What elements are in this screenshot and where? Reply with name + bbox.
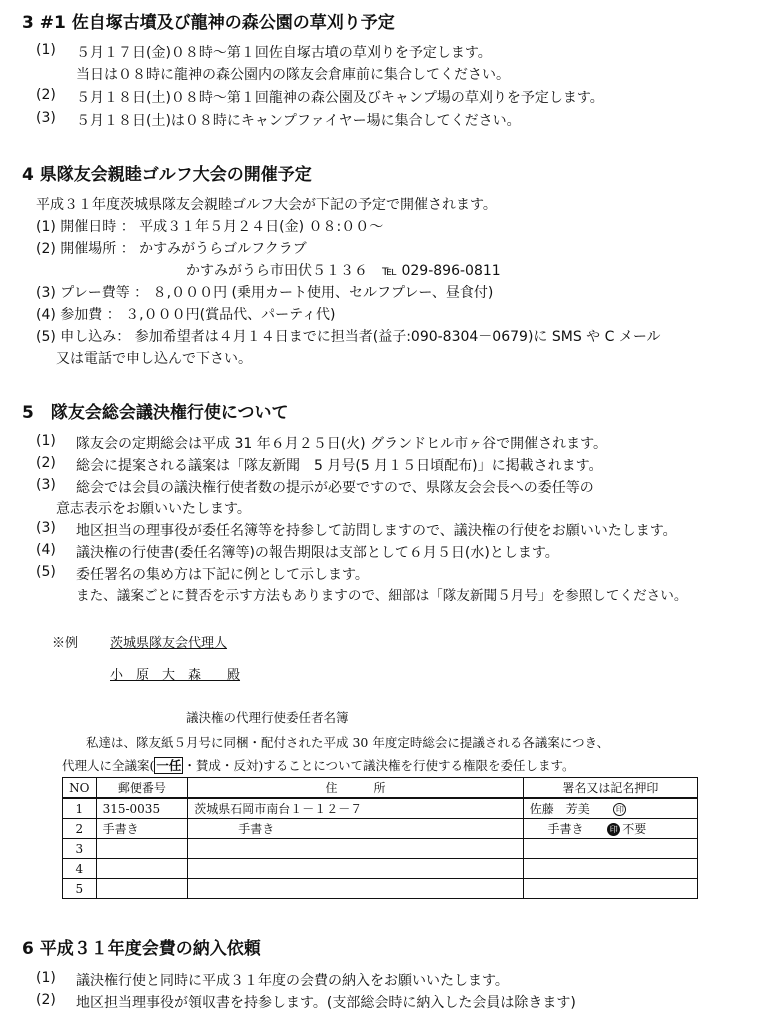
table-row xyxy=(63,819,698,839)
row-signature xyxy=(523,859,697,879)
table-row xyxy=(63,798,698,819)
s5-item4-num: (3) xyxy=(36,520,56,536)
s5-item1-text: 隊友会の定期総会は平成 31 年６月２５日(火) グランドヒル市ヶ谷で開催されます。 xyxy=(76,436,607,452)
col-zip: 郵便番号 xyxy=(96,778,188,799)
s3-item2-num: (2) xyxy=(36,87,56,103)
seal-icon: 印 xyxy=(613,803,626,816)
row-no: 1 xyxy=(63,798,97,819)
s5-item3-cont: 意志表示をお願いいたします。 xyxy=(56,501,251,517)
row-address xyxy=(188,859,523,879)
s6-item2-num: (2) xyxy=(36,992,56,1008)
s4-item5: (5) 申し込み： 参加希望者は４月１４日までに担当者(益子:090-8304－0679)に SMS や C メール xyxy=(36,329,661,345)
s4-item5-cont: 又は電話で申し込んで下さい。 xyxy=(56,351,252,367)
s3-item1-text: ５月１７日(金)０８時～第１回佐自塚古墳の草刈りを予定します。 xyxy=(76,45,492,61)
s6-item2-text: 地区担当理事役が領収書を持参します。(支部総会時に納入した会員は除きます) xyxy=(76,995,576,1011)
col-no: NO xyxy=(63,778,97,799)
s4-item2: (2) 開催場所 ： かすみがうらゴルフクラブ xyxy=(36,241,307,257)
row-no: 3 xyxy=(63,839,97,859)
s3-item3-text: ５月１８日(土)は０８時にキャンプファイヤー場に集合してください。 xyxy=(76,113,521,129)
table-row xyxy=(63,879,698,899)
row-no: 4 xyxy=(63,859,97,879)
s5-item6-num: (5) xyxy=(36,564,56,580)
row-signature xyxy=(523,819,697,839)
s3-item2-text: ５月１８日(土)０８時～第１回龍神の森公園及びキャンプ場の草刈りを予定します。 xyxy=(76,90,604,106)
row-no: 2 xyxy=(63,819,97,839)
section3-title: 3 #1 佐自塚古墳及び龍神の森公園の草刈り予定 xyxy=(22,13,395,33)
s5-item5-text: 議決権の行使書(委任名簿等)の報告期限は支部として６月５日(水)とします。 xyxy=(76,545,559,561)
form-text2 xyxy=(62,756,575,774)
s5-item6-cont: また、議案ごとに賛否を示す方法もありますので、細部は「隊友新聞５月号」を参照してください。 xyxy=(76,588,688,604)
s3-item1-cont: 当日は０８時に龍神の森公園内の隊友会倉庫前に集合してください。 xyxy=(76,67,510,83)
row-address: 茨城県石岡市南台１－１２－７ xyxy=(188,798,523,819)
signer-name: 佐藤 芳美 xyxy=(529,802,590,816)
col-signature: 署名又は記名押印 xyxy=(523,778,697,799)
s3-item3-num: (3) xyxy=(36,110,56,126)
proxy-table xyxy=(62,777,698,899)
s5-item2-num: (2) xyxy=(36,455,56,471)
proxy-table-header xyxy=(63,778,698,799)
s4-intro: 平成３１年度茨城県隊友会親睦ゴルフ大会が下記の予定で開催されます。 xyxy=(36,197,497,213)
example-label: ※例 xyxy=(52,636,79,651)
row-zip xyxy=(96,879,188,899)
s5-item5-num: (4) xyxy=(36,542,56,558)
example-name: 小 原 大 森 殿 xyxy=(110,668,241,683)
form-text2-pre: 代理人に全議案( xyxy=(62,758,155,773)
s5-item6-text: 委任署名の集め方は下記に例として示します。 xyxy=(76,567,369,583)
row-zip: 315-0035 xyxy=(96,798,188,819)
s5-item2-text: 総会に提案される議案は「隊友新聞 5 月号(5 月１５日頃配布)」に掲載されます。 xyxy=(76,458,603,474)
seal-icon: 印 xyxy=(607,823,620,836)
section6-title: 6 平成３１年度会費の納入依頼 xyxy=(22,939,261,959)
s4-item3: (3) プレー費等 ： ８,０００円 (乗用カート使用、セルフプレー、昼食付) xyxy=(36,285,494,301)
row-zip xyxy=(96,839,188,859)
s6-item1-num: (1) xyxy=(36,970,56,986)
s5-item1-num: (1) xyxy=(36,433,56,449)
table-row xyxy=(63,859,698,879)
s4-item1: (1) 開催日時 ： 平成３１年５月２４日(金) ０８:００～ xyxy=(36,219,384,235)
row-signature xyxy=(523,839,697,859)
form-text2-post: ・賛成・反対)することについて議決権を行使する権限を委任します。 xyxy=(183,758,575,773)
s5-item3-num: (3) xyxy=(36,477,56,493)
row-signature xyxy=(523,879,697,899)
delegate-all-box: 一任 xyxy=(156,758,182,773)
section4-title: 4 県隊友会親睦ゴルフ大会の開催予定 xyxy=(22,165,312,185)
col-address: 住 所 xyxy=(188,778,523,799)
section5-title: 5 隊友会総会議決権行使について xyxy=(22,403,289,423)
s6-item1-text: 議決権行使と同時に平成３１年度の会費の納入をお願いいたします。 xyxy=(76,973,509,989)
s4-item2-address: かすみがうら市田伏５１３６ ℡ 029-896-0811 xyxy=(186,263,501,279)
row-signature xyxy=(523,798,697,819)
row-zip xyxy=(96,859,188,879)
seal-note: 不要 xyxy=(622,822,647,836)
table-row xyxy=(63,839,698,859)
row-address: 手書き xyxy=(188,819,523,839)
s5-item3-text: 総会では会員の議決権行使者数の提示が必要ですので、県隊友会会長への委任等の xyxy=(76,480,594,496)
form-title: 議決権の代理行使委任者名簿 xyxy=(186,710,349,725)
s3-item1-num: (1) xyxy=(36,42,56,58)
row-address xyxy=(188,839,523,859)
s4-item4: (4) 参加費 ： ３,０００円(賞品代、パーティ代) xyxy=(36,307,336,323)
row-zip: 手書き xyxy=(96,819,188,839)
signer-name: 手書き xyxy=(547,822,584,836)
row-address xyxy=(188,879,523,899)
example-org: 茨城県隊友会代理人 xyxy=(110,636,228,651)
s5-item4-text: 地区担当の理事役が委任名簿等を持参して訪問しますので、議決権の行使をお願いいたします。 xyxy=(76,523,677,539)
form-text1: 私達は、隊友紙５月号に同梱・配付された平成 30 年度定時総会に提議される各議案につき、 xyxy=(86,735,610,750)
row-no: 5 xyxy=(63,879,97,899)
